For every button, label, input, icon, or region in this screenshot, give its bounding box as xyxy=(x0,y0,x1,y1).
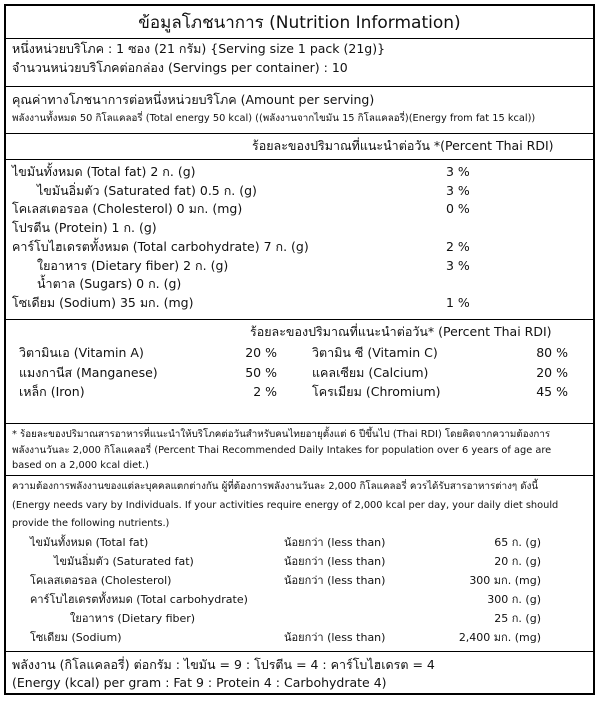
needs-label: ไขมันทั้งหมด (Total fat) xyxy=(30,536,149,549)
nutrient-label: โซเดียม (Sodium) 35 มก. (mg) xyxy=(12,295,194,310)
needs-label: ไขมันอิ่มตัว (Saturated fat) xyxy=(54,555,194,568)
nutrient-percent: 2 % xyxy=(446,239,470,254)
needs-amount: 25 ก. (g) xyxy=(494,612,541,625)
needs-label: คาร์โบไฮเดรตทั้งหมด (Total carbohydrate) xyxy=(30,593,248,606)
servings-per-container: จำนวนหน่วยบริโภคต่อกล่อง (Servings per container) : 10 xyxy=(12,60,348,75)
vitamin-percent: 20 % xyxy=(245,345,277,360)
vitamin-percent: 50 % xyxy=(245,365,277,380)
energy-per-gram-english: (Energy (kcal) per gram : Fat 9 : Protein 4 : Carbohydrate 4) xyxy=(12,675,387,690)
divider xyxy=(6,38,593,39)
energy-needs-line: provide the following nutrients.) xyxy=(12,518,170,529)
vitamin-label: โครเมียม (Chromium) xyxy=(312,384,441,399)
needs-label: โซเดียม (Sodium) xyxy=(30,631,122,644)
vitamin-label: แคลเซียม (Calcium) xyxy=(312,365,429,380)
nutrient-percent: 1 % xyxy=(446,295,470,310)
amount-per-serving-heading: คุณค่าทางโภชนาการต่อหนึ่งหน่วยบริโภค (Amount per serving) xyxy=(12,92,375,107)
needs-limit: น้อยกว่า (less than) xyxy=(284,631,386,644)
total-energy: พลังงานทั้งหมด 50 กิโลแคลอรี่ (Total energy 50 kcal) ((พลังงานจากไขมัน 15 กิโลแคลอรี่)(Energy from fat 15 kcal)) xyxy=(12,113,536,124)
energy-needs-line: ความต้องการพลังงานของแต่ละบุคคลแตกต่างกัน ผู้ที่ต้องการพลังงานวันละ 2,000 กิโลแคลอรี่ ควรได้รับสารอาหารต่างๆ ดังนี้ xyxy=(12,481,539,492)
needs-limit: น้อยกว่า (less than) xyxy=(284,574,386,587)
nutrient-label: ไขมันทั้งหมด (Total fat) 2 ก. (g) xyxy=(12,164,196,179)
nutrition-label xyxy=(4,4,595,695)
divider xyxy=(6,319,593,320)
vitamins-header: ร้อยละของปริมาณที่แนะนำต่อวัน* (Percent Thai RDI) xyxy=(250,324,552,339)
footnote-line: based on a 2,000 kcal diet.) xyxy=(12,460,149,471)
nutrient-label: น้ำตาล (Sugars) 0 ก. (g) xyxy=(37,276,182,291)
nutrient-label: โคเลสเตอรอล (Cholesterol) 0 มก. (mg) xyxy=(12,201,243,216)
divider xyxy=(6,475,593,476)
needs-limit: น้อยกว่า (less than) xyxy=(284,536,386,549)
needs-label: โคเลสเตอรอล (Cholesterol) xyxy=(30,574,172,587)
needs-amount: 2,400 มก. (mg) xyxy=(458,631,541,644)
vitamin-label: แมงกานีส (Manganese) xyxy=(19,365,158,380)
vitamin-label: วิตามินเอ (Vitamin A) xyxy=(19,345,144,360)
divider xyxy=(6,86,593,87)
vitamin-percent: 80 % xyxy=(536,345,568,360)
nutrient-label: คาร์โบไฮเดรตทั้งหมด (Total carbohydrate) 7 ก. (g) xyxy=(12,239,309,254)
nutrient-percent: 3 % xyxy=(446,164,470,179)
footnote-line: พลังงานวันละ 2,000 กิโลแคลอรี่ (Percent Thai Recommended Daily Intakes for population over 6 years of age are xyxy=(12,445,552,456)
nutrient-percent: 3 % xyxy=(446,258,470,273)
needs-amount: 20 ก. (g) xyxy=(494,555,541,568)
vitamin-label: เหล็ก (Iron) xyxy=(19,384,85,399)
energy-needs-line: (Energy needs vary by Individuals. If your activities require energy of 2,000 kcal per day, your daily diet should xyxy=(12,500,559,511)
nutrient-label: ใยอาหาร (Dietary fiber) 2 ก. (g) xyxy=(37,258,229,273)
serving-size: หนึ่งหน่วยบริโภค : 1 ซอง (21 กรัม) {Serving size 1 pack (21g)} xyxy=(12,41,386,56)
divider xyxy=(6,159,593,160)
divider xyxy=(6,651,593,652)
vitamin-percent: 20 % xyxy=(536,365,568,380)
footnote-line: * ร้อยละของปริมาณสารอาหารที่แนะนำให้บริโภคต่อวันสำหรับคนไทยอายุตั้งแต่ 6 ปีขึ้นไป (Thai RDI) โดยคิดจากความต้องการ xyxy=(12,429,551,440)
needs-amount: 300 มก. (mg) xyxy=(469,574,541,587)
vitamin-percent: 45 % xyxy=(536,384,568,399)
divider xyxy=(6,423,593,424)
rdi-header: ร้อยละของปริมาณที่แนะนำต่อวัน *(Percent Thai RDI) xyxy=(252,138,554,153)
nutrient-label: โปรตีน (Protein) 1 ก. (g) xyxy=(12,220,157,235)
vitamin-label: วิตามิน ซี (Vitamin C) xyxy=(312,345,438,360)
nutrient-label: ไขมันอิ่มตัว (Saturated fat) 0.5 ก. (g) xyxy=(37,183,257,198)
nutrient-percent: 3 % xyxy=(446,183,470,198)
label-title: ข้อมูลโภชนาการ (Nutrition Information) xyxy=(138,13,461,33)
divider xyxy=(6,133,593,134)
needs-amount: 65 ก. (g) xyxy=(494,536,541,549)
needs-label: ใยอาหาร (Dietary fiber) xyxy=(70,612,196,625)
vitamin-percent: 2 % xyxy=(253,384,277,399)
needs-limit: น้อยกว่า (less than) xyxy=(284,555,386,568)
nutrient-percent: 0 % xyxy=(446,201,470,216)
needs-amount: 300 ก. (g) xyxy=(487,593,541,606)
energy-per-gram-thai: พลังงาน (กิโลแคลอรี่) ต่อกรัม : ไขมัน = 9 : โปรตีน = 4 : คาร์โบไฮเดรต = 4 xyxy=(12,657,435,672)
